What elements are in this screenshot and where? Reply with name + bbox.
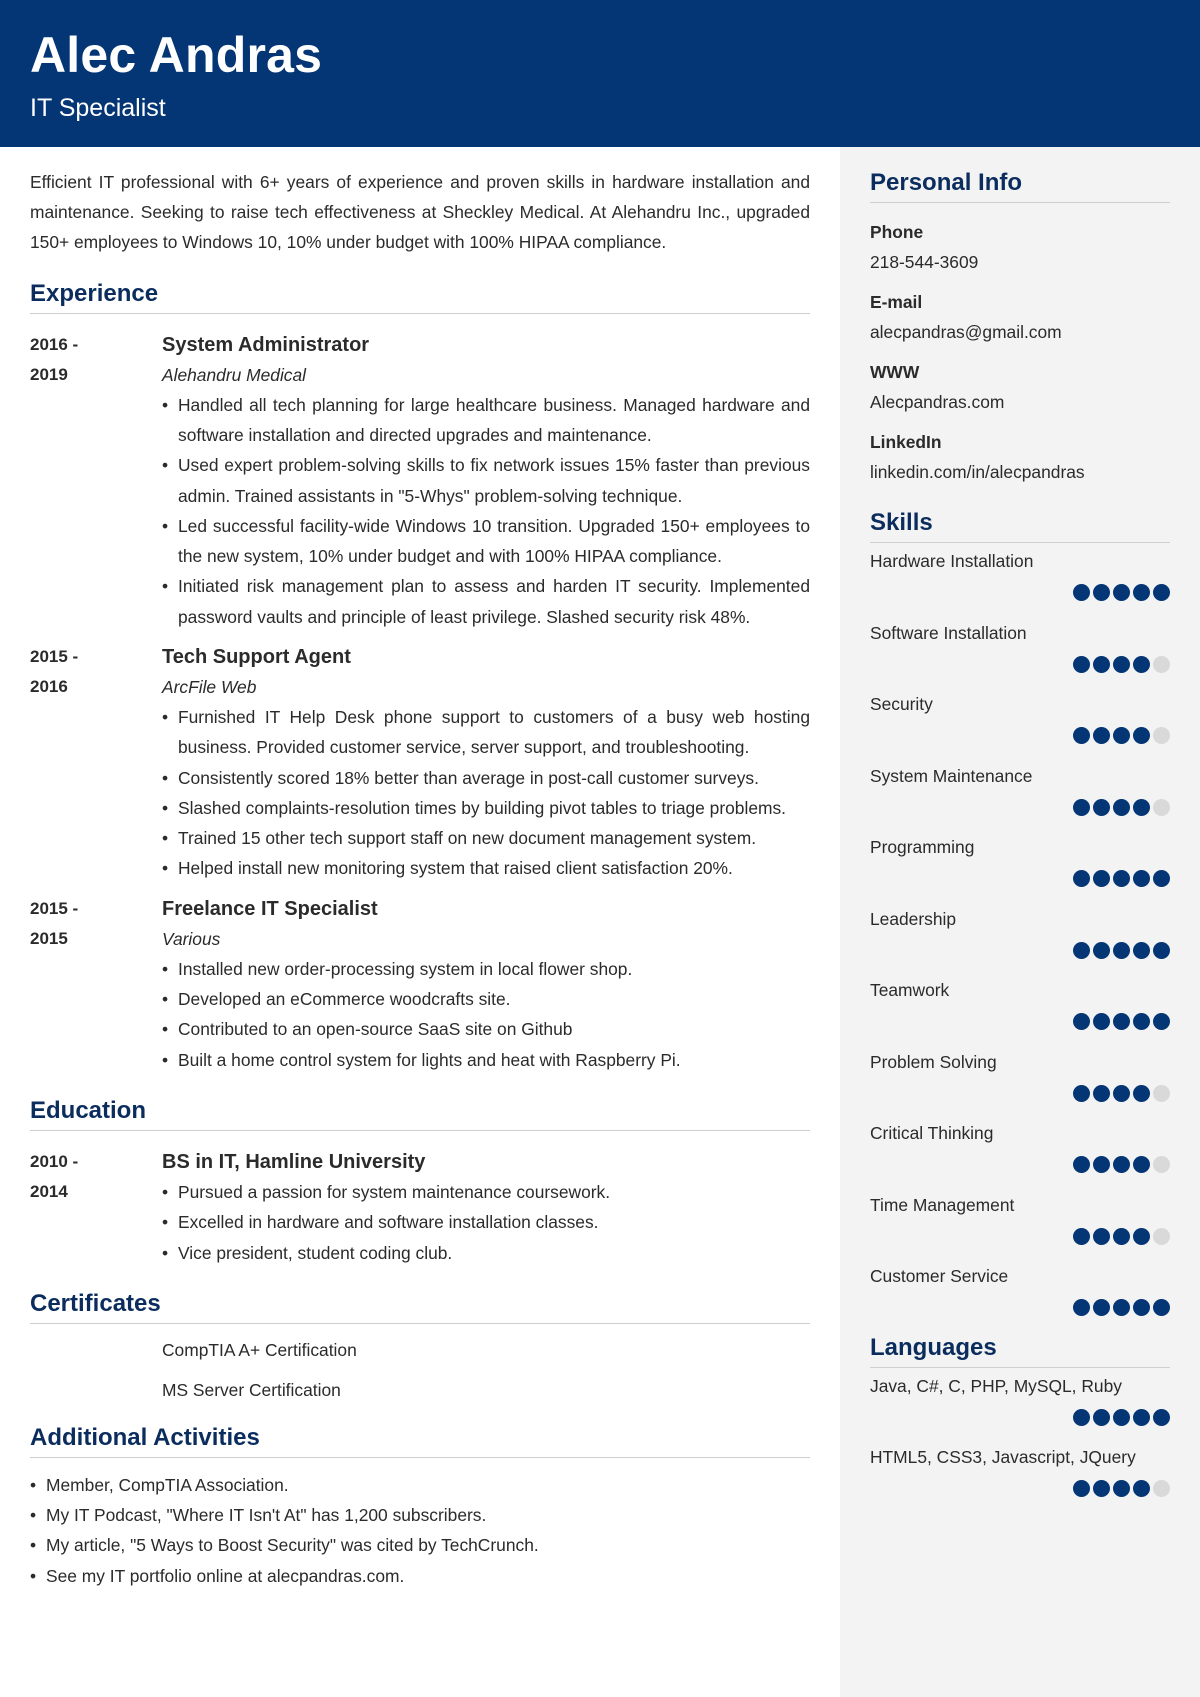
language-item [870,1439,1170,1511]
bullet-item: • Helped install new monitoring system that raised client satisfaction 20%. [162,853,810,883]
rating-dot-empty [1153,727,1170,744]
language-rating [1073,1409,1170,1426]
rating-dot-filled [1093,1228,1110,1245]
job-company: Various [162,928,221,949]
job-company: Alehandru Medical [162,364,307,385]
rating-dot-filled [1113,1480,1130,1497]
website-label: WWW [870,362,920,382]
date-end: 2019 [30,364,68,384]
rating-dot-filled [1133,584,1150,601]
date-start: 2015 - [30,646,79,666]
skill-rating [1073,1156,1170,1173]
rating-dot-filled [1093,1156,1110,1173]
bullet-item: • Used expert problem-solving skills to fix network issues 15% faster than previous admin. Trained assistants in "5-Whys" problem-solving technique. [162,450,810,511]
skill-name: Critical Thinking [870,1123,994,1143]
rating-dot-filled [1153,1299,1170,1316]
rating-dot-filled [1073,656,1090,673]
activity-item: • My article, "5 Ways to Boost Security" was cited by TechCrunch. [30,1530,810,1560]
skill-item [870,1044,1170,1116]
website-value: Alecpandras.com [870,392,1005,412]
language-rating [1073,1480,1170,1497]
linkedin-value: linkedin.com/in/alecpandras [870,462,1085,482]
rating-dot-filled [1093,727,1110,744]
rating-dot-filled [1133,1299,1150,1316]
education-dates [30,1147,162,1268]
skill-name: Teamwork [870,980,950,1000]
job-dates [30,330,162,632]
rating-dot-filled [1153,1409,1170,1426]
rating-dot-filled [1093,870,1110,887]
rating-dot-filled [1093,942,1110,959]
certificates-section [30,1290,810,1410]
job-entry [30,330,810,632]
rating-dot-empty [1153,1480,1170,1497]
skill-rating [1073,727,1170,744]
education-bullets [162,1177,810,1268]
bullet-item: • Consistently scored 18% better than average in post-call customer surveys. [162,763,810,793]
rating-dot-filled [1073,870,1090,887]
rating-dot-filled [1133,656,1150,673]
job-entry [30,642,810,884]
activities-heading: Additional Activities [30,1424,810,1458]
sidebar [840,147,1200,1697]
language-item [870,1368,1170,1440]
bullet-item: • Developed an eCommerce woodcrafts site. [162,984,810,1014]
rating-dot-filled [1093,656,1110,673]
job-entry [30,894,810,1075]
rating-dot-filled [1113,1085,1130,1102]
bullet-item: • Vice president, student coding club. [162,1238,810,1268]
rating-dot-filled [1093,1299,1110,1316]
activity-item: • Member, CompTIA Association. [30,1470,810,1500]
job-bullets [162,954,810,1075]
rating-dot-empty [1153,1156,1170,1173]
experience-section [30,280,810,1075]
activities-list [30,1470,810,1591]
rating-dot-filled [1093,584,1110,601]
bullet-item: • Trained 15 other tech support staff on new document management system. [162,823,810,853]
skill-item [870,829,1170,901]
rating-dot-filled [1073,1480,1090,1497]
main-column [30,147,810,1591]
rating-dot-filled [1093,799,1110,816]
skill-rating [1073,870,1170,887]
phone-value: 218-544-3609 [870,252,979,272]
skill-rating [1073,1013,1170,1030]
degree-title: BS in IT, Hamline University [162,1150,426,1173]
job-dates [30,894,162,1075]
rating-dot-filled [1093,1409,1110,1426]
rating-dot-filled [1073,1156,1090,1173]
skill-name: Hardware Installation [870,551,1034,571]
activity-item: • See my IT portfolio online at alecpandras.com. [30,1561,810,1591]
linkedin-label: LinkedIn [870,432,942,452]
job-bullets [162,702,810,884]
date-end: 2016 [30,676,68,696]
job-title: Tech Support Agent [162,645,351,668]
bullet-item: • Furnished IT Help Desk phone support to customers of a busy web hosting business. Provided customer service, server support, and troubleshooting. [162,702,810,763]
education-entry [30,1147,810,1268]
certificates-heading: Certificates [30,1290,810,1324]
skill-item [870,615,1170,687]
skills-list [870,543,1170,1330]
rating-dot-filled [1113,1299,1130,1316]
bullet-item: • Pursued a passion for system maintenance coursework. [162,1177,810,1207]
rating-dot-filled [1073,1013,1090,1030]
skill-name: Software Installation [870,622,1027,643]
language-name: HTML5, CSS3, Javascript, JQuery [870,1447,1136,1467]
language-name: Java, C#, C, PHP, MySQL, Ruby [870,1375,1122,1396]
rating-dot-filled [1113,942,1130,959]
rating-dot-filled [1093,1480,1110,1497]
bullet-item: • Handled all tech planning for large healthcare business. Managed hardware and software installation and directed upgrades and maintenance. [162,390,810,451]
rating-dot-filled [1073,1409,1090,1426]
personal-info-heading: Personal Info [870,169,1170,203]
job-dates [30,642,162,884]
bullet-item: • Slashed complaints-resolution times by building pivot tables to triage problems. [162,793,810,823]
bullet-item: • Contributed to an open-source SaaS site on Github [162,1014,810,1044]
skills-heading: Skills [870,509,1170,543]
rating-dot-filled [1113,584,1130,601]
bullet-item: • Excelled in hardware and software installation classes. [162,1207,810,1237]
skill-name: Programming [870,837,975,857]
phone-label: Phone [870,222,924,242]
rating-dot-filled [1113,1409,1130,1426]
skill-item [870,972,1170,1044]
experience-heading: Experience [30,280,810,314]
rating-dot-filled [1133,870,1150,887]
skill-name: System Maintenance [870,765,1033,786]
skill-rating [1073,942,1170,959]
rating-dot-filled [1153,1013,1170,1030]
rating-dot-filled [1113,1228,1130,1245]
rating-dot-filled [1113,870,1130,887]
skill-item [870,686,1170,758]
bullet-item: • Installed new order-processing system in local flower shop. [162,954,810,984]
bullet-item: • Built a home control system for lights and heat with Raspberry Pi. [162,1045,810,1075]
skill-rating [1073,584,1170,601]
rating-dot-filled [1113,1156,1130,1173]
date-end: 2015 [30,928,68,948]
skill-item [870,1187,1170,1259]
rating-dot-empty [1153,1228,1170,1245]
languages-heading: Languages [870,1334,1170,1368]
rating-dot-filled [1073,1085,1090,1102]
skill-item [870,758,1170,830]
education-heading: Education [30,1097,810,1131]
rating-dot-filled [1093,1013,1110,1030]
date-start: 2015 - [30,898,79,918]
date-start: 2016 - [30,334,79,354]
skill-name: Time Management [870,1194,1015,1215]
rating-dot-empty [1153,656,1170,673]
candidate-title: IT Specialist [30,94,166,122]
rating-dot-filled [1133,1013,1150,1030]
skill-name: Security [870,694,933,714]
skill-rating [1073,1228,1170,1245]
resume-header [0,0,1200,147]
skill-rating [1073,799,1170,816]
candidate-name: Alec Andras [30,27,323,83]
job-title: Freelance IT Specialist [162,897,378,920]
rating-dot-filled [1133,1156,1150,1173]
skill-item [870,1258,1170,1330]
rating-dot-empty [1153,799,1170,816]
skill-name: Leadership [870,908,957,929]
rating-dot-filled [1133,1480,1150,1497]
rating-dot-filled [1113,727,1130,744]
rating-dot-filled [1073,1228,1090,1245]
rating-dot-filled [1073,799,1090,816]
skill-item [870,1115,1170,1187]
skill-rating [1073,1299,1170,1316]
bullet-item: • Initiated risk management plan to assess and harden IT security. Implemented password vaults and principle of least privilege. Slashed security risk 48%. [162,571,810,632]
rating-dot-filled [1073,942,1090,959]
rating-dot-filled [1133,799,1150,816]
activity-item: • My IT Podcast, "Where IT Isn't At" has 1,200 subscribers. [30,1500,810,1530]
rating-dot-filled [1073,584,1090,601]
certificate-item: MS Server Certification [162,1379,341,1400]
rating-dot-filled [1073,1299,1090,1316]
rating-dot-filled [1153,584,1170,601]
rating-dot-filled [1133,727,1150,744]
skill-item [870,543,1170,615]
skill-name: Customer Service [870,1266,1009,1286]
rating-dot-filled [1113,799,1130,816]
languages-list [870,1368,1170,1511]
email-label: E-mail [870,292,923,312]
skill-name: Problem Solving [870,1051,997,1072]
skill-rating [1073,1085,1170,1102]
job-bullets [162,390,810,632]
rating-dot-filled [1093,1085,1110,1102]
job-title: System Administrator [162,333,370,356]
rating-dot-filled [1113,656,1130,673]
activities-section [30,1424,810,1591]
skill-item [870,901,1170,973]
personal-info-list [870,221,1170,483]
rating-dot-filled [1133,1409,1150,1426]
rating-dot-filled [1113,1013,1130,1030]
rating-dot-filled [1073,727,1090,744]
date-end: 2014 [30,1181,68,1201]
job-company: ArcFile Web [162,676,257,697]
rating-dot-filled [1153,870,1170,887]
rating-dot-filled [1133,1085,1150,1102]
date-start: 2010 - [30,1151,79,1171]
rating-dot-filled [1133,942,1150,959]
email-value: alecpandras@gmail.com [870,322,1062,342]
rating-dot-filled [1153,942,1170,959]
summary-text: Efficient IT professional with 6+ years of experience and proven skills in hardware installation and maintenance. Seeking to raise tech effectiveness at Sheckley Medical. At Alehandru Inc., upgraded 150+ employees to Windows 10, 10% under budget with 100% HIPAA compliance. [30,172,810,253]
skill-rating [1073,656,1170,673]
certificate-item: CompTIA A+ Certification [162,1339,357,1360]
rating-dot-filled [1133,1228,1150,1245]
bullet-item: • Led successful facility-wide Windows 10 transition. Upgraded 150+ employees to the new system, 10% under budget and with 100% HIPAA compliance. [162,511,810,572]
education-section [30,1097,810,1268]
rating-dot-empty [1153,1085,1170,1102]
